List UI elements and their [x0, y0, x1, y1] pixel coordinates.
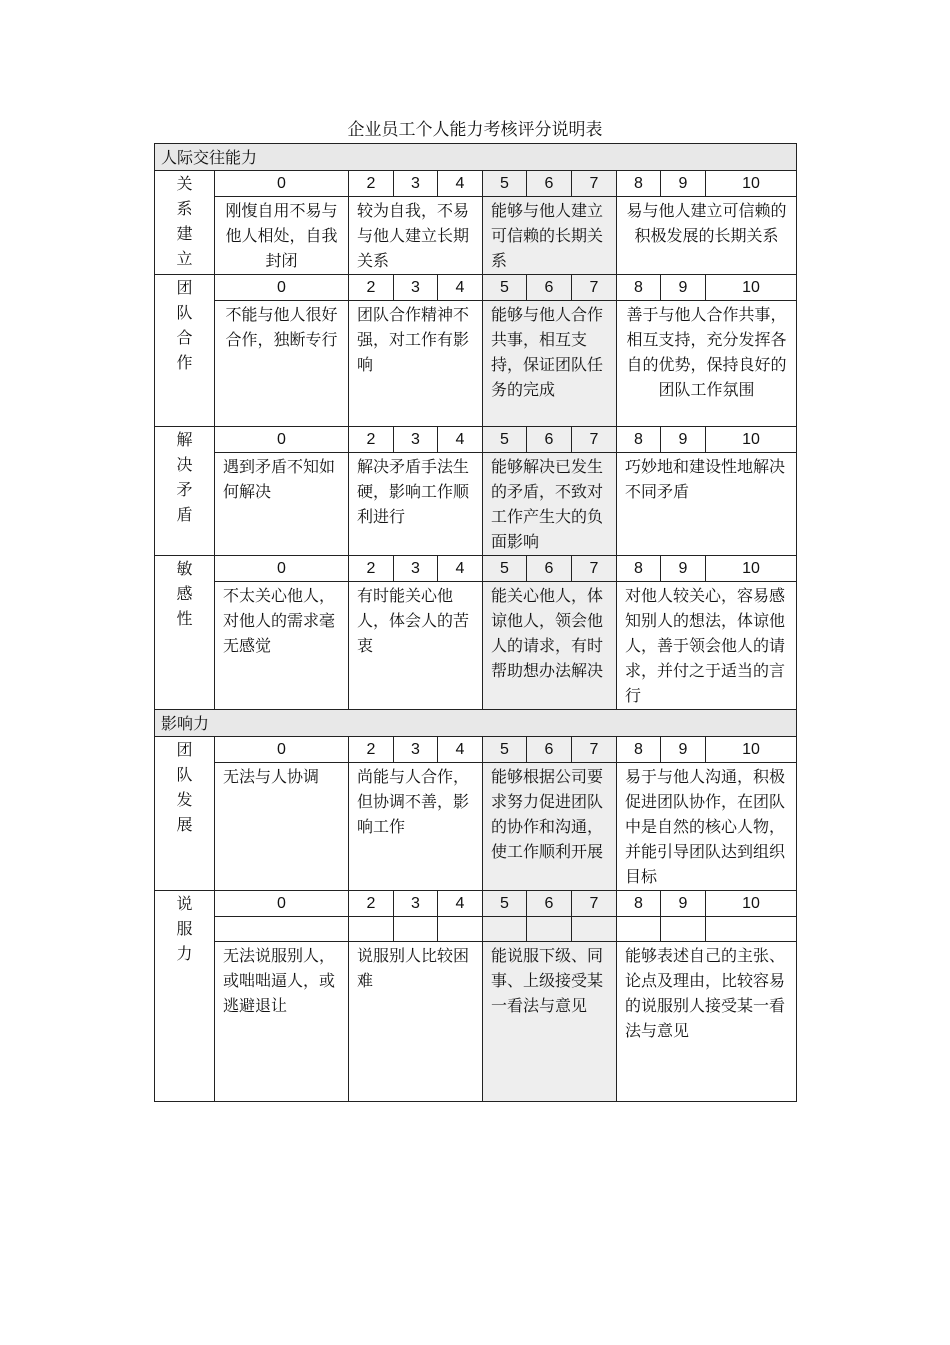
score-cell: 5	[483, 556, 527, 582]
score-cell: 5	[483, 171, 527, 197]
description-cell: 解决矛盾手法生硬，影响工作顺利进行	[349, 453, 483, 556]
criterion-label-char: 建	[176, 224, 193, 243]
score-cell: 5	[483, 891, 527, 917]
score-cell: 0	[215, 737, 349, 763]
empty-score-row	[155, 917, 797, 942]
score-cell: 4	[438, 171, 483, 197]
score-cell: 9	[661, 427, 706, 453]
score-cell: 10	[706, 891, 797, 917]
description-cell: 对他人较关心，容易感知别人的想法，体谅他人，善于领会他人的请求，并付之于适当的言行	[617, 582, 797, 710]
description-cell: 易于与他人沟通，积极促进团队协作，在团队中是自然的核心人物，并能引导团队达到组织目标	[617, 763, 797, 891]
evaluation-table	[154, 143, 797, 1102]
score-cell: 3	[394, 171, 438, 197]
criterion-label-char: 关	[176, 174, 193, 193]
empty-cell	[215, 917, 349, 942]
empty-cell	[572, 917, 617, 942]
description-cell: 能够与他人合作共事，相互支持，保证团队任务的完成	[483, 301, 617, 427]
score-cell: 10	[706, 737, 797, 763]
description-cell: 能够表述自己的主张、论点及理由，比较容易的说服别人接受某一看法与意见	[617, 942, 797, 1102]
empty-cell	[438, 917, 483, 942]
score-cell: 5	[483, 275, 527, 301]
description-cell: 能够解决已发生的矛盾，不致对工作产生大的负面影响	[483, 453, 617, 556]
description-cell: 遇到矛盾不知如何解决	[215, 453, 349, 556]
criterion-label	[155, 171, 215, 275]
score-cell: 6	[527, 891, 572, 917]
score-row	[155, 556, 797, 582]
description-row	[155, 582, 797, 710]
criterion-label-char: 说	[176, 894, 193, 913]
description-cell: 无法与人协调	[215, 763, 349, 891]
score-cell: 6	[527, 427, 572, 453]
criterion-label-char: 展	[176, 815, 193, 834]
criterion-label-char: 决	[176, 455, 193, 474]
score-cell: 0	[215, 427, 349, 453]
score-cell: 9	[661, 275, 706, 301]
criterion-label-char: 队	[176, 765, 193, 784]
criterion-label-char: 合	[176, 328, 193, 347]
section-header-row	[155, 710, 797, 737]
score-cell: 2	[349, 891, 394, 917]
description-cell: 刚愎自用不易与他人相处，自我封闭	[215, 197, 349, 275]
description-cell: 团队合作精神不强，对工作有影响	[349, 301, 483, 427]
score-cell: 3	[394, 556, 438, 582]
score-cell: 7	[572, 275, 617, 301]
empty-cell	[706, 917, 797, 942]
score-cell: 4	[438, 556, 483, 582]
score-cell: 4	[438, 275, 483, 301]
table-body	[155, 144, 797, 1102]
score-cell: 6	[527, 556, 572, 582]
score-row	[155, 891, 797, 917]
empty-cell	[617, 917, 661, 942]
criterion-label-char: 团	[176, 740, 193, 759]
criterion-label-char: 盾	[176, 505, 193, 524]
description-cell: 能说服下级、同事、上级接受某一看法与意见	[483, 942, 617, 1102]
page-title: 企业员工个人能力考核评分说明表	[347, 120, 603, 140]
score-cell: 3	[394, 891, 438, 917]
section-header-row	[155, 144, 797, 171]
score-cell: 2	[349, 556, 394, 582]
score-cell: 3	[394, 427, 438, 453]
description-cell: 能够根据公司要求努力促进团队的协作和沟通，使工作顺利开展	[483, 763, 617, 891]
criterion-label	[155, 891, 215, 1102]
description-cell: 能够与他人建立可信赖的长期关系	[483, 197, 617, 275]
description-row	[155, 453, 797, 556]
criterion-label-char: 感	[176, 584, 193, 603]
score-cell: 0	[215, 275, 349, 301]
score-cell: 2	[349, 427, 394, 453]
score-row	[155, 427, 797, 453]
score-cell: 10	[706, 171, 797, 197]
empty-cell	[394, 917, 438, 942]
empty-cell	[349, 917, 394, 942]
score-cell: 0	[215, 891, 349, 917]
score-cell: 6	[527, 275, 572, 301]
score-cell: 10	[706, 275, 797, 301]
score-cell: 7	[572, 737, 617, 763]
section-title: 人际交往能力	[155, 144, 797, 171]
description-row	[155, 763, 797, 891]
score-cell: 7	[572, 556, 617, 582]
score-cell: 6	[527, 737, 572, 763]
criterion-label-char: 力	[176, 944, 193, 963]
criterion-label-char: 服	[176, 919, 193, 938]
criterion-label-char: 作	[176, 353, 193, 372]
score-cell: 8	[617, 891, 661, 917]
score-cell: 10	[706, 427, 797, 453]
criterion-label-char: 矛	[176, 480, 193, 499]
criterion-label-char: 立	[176, 249, 193, 268]
score-cell: 3	[394, 275, 438, 301]
description-cell: 较为自我，不易与他人建立长期关系	[349, 197, 483, 275]
description-cell: 有时能关心他人，体会人的苦衷	[349, 582, 483, 710]
description-cell: 不能与他人很好合作，独断专行	[215, 301, 349, 427]
section-title: 影响力	[155, 710, 797, 737]
empty-cell	[661, 917, 706, 942]
score-cell: 4	[438, 737, 483, 763]
description-row	[155, 197, 797, 275]
criterion-label-char: 队	[176, 303, 193, 322]
criterion-label-char: 性	[176, 609, 193, 628]
score-cell: 9	[661, 556, 706, 582]
score-cell: 9	[661, 891, 706, 917]
criterion-label-char: 敏	[176, 559, 193, 578]
score-cell: 2	[349, 171, 394, 197]
description-cell: 能关心他人，体谅他人，领会他人的请求，有时帮助想办法解决	[483, 582, 617, 710]
score-cell: 4	[438, 427, 483, 453]
criterion-label	[155, 275, 215, 427]
description-cell: 尚能与人合作，但协调不善，影响工作	[349, 763, 483, 891]
score-row	[155, 171, 797, 197]
score-cell: 7	[572, 891, 617, 917]
description-row	[155, 301, 797, 427]
score-row	[155, 737, 797, 763]
score-cell: 8	[617, 737, 661, 763]
criterion-label-char: 系	[176, 199, 193, 218]
score-cell: 8	[617, 171, 661, 197]
score-cell: 3	[394, 737, 438, 763]
description-cell: 不太关心他人，对他人的需求毫无感觉	[215, 582, 349, 710]
criterion-label	[155, 427, 215, 556]
score-cell: 9	[661, 171, 706, 197]
criterion-label-char: 发	[176, 790, 193, 809]
criterion-label-char: 团	[176, 278, 193, 297]
empty-cell	[527, 917, 572, 942]
score-cell: 7	[572, 427, 617, 453]
score-cell: 10	[706, 556, 797, 582]
score-row	[155, 275, 797, 301]
score-cell: 9	[661, 737, 706, 763]
score-cell: 8	[617, 556, 661, 582]
score-cell: 5	[483, 737, 527, 763]
criterion-label-char: 解	[176, 430, 193, 449]
score-cell: 0	[215, 171, 349, 197]
description-cell: 说服别人比较困难	[349, 942, 483, 1102]
description-row	[155, 942, 797, 1102]
score-cell: 6	[527, 171, 572, 197]
description-cell: 无法说服别人，或咄咄逼人，或逃避退让	[215, 942, 349, 1102]
criterion-label	[155, 737, 215, 891]
score-cell: 4	[438, 891, 483, 917]
criterion-label	[155, 556, 215, 710]
score-cell: 2	[349, 737, 394, 763]
score-cell: 0	[215, 556, 349, 582]
description-cell: 巧妙地和建设性地解决不同矛盾	[617, 453, 797, 556]
score-cell: 5	[483, 427, 527, 453]
description-cell: 易与他人建立可信赖的积极发展的长期关系	[617, 197, 797, 275]
score-cell: 7	[572, 171, 617, 197]
empty-cell	[483, 917, 527, 942]
score-cell: 2	[349, 275, 394, 301]
score-cell: 8	[617, 275, 661, 301]
description-cell: 善于与他人合作共事，相互支持，充分发挥各自的优势，保持良好的团队工作氛围	[617, 301, 797, 427]
score-cell: 8	[617, 427, 661, 453]
